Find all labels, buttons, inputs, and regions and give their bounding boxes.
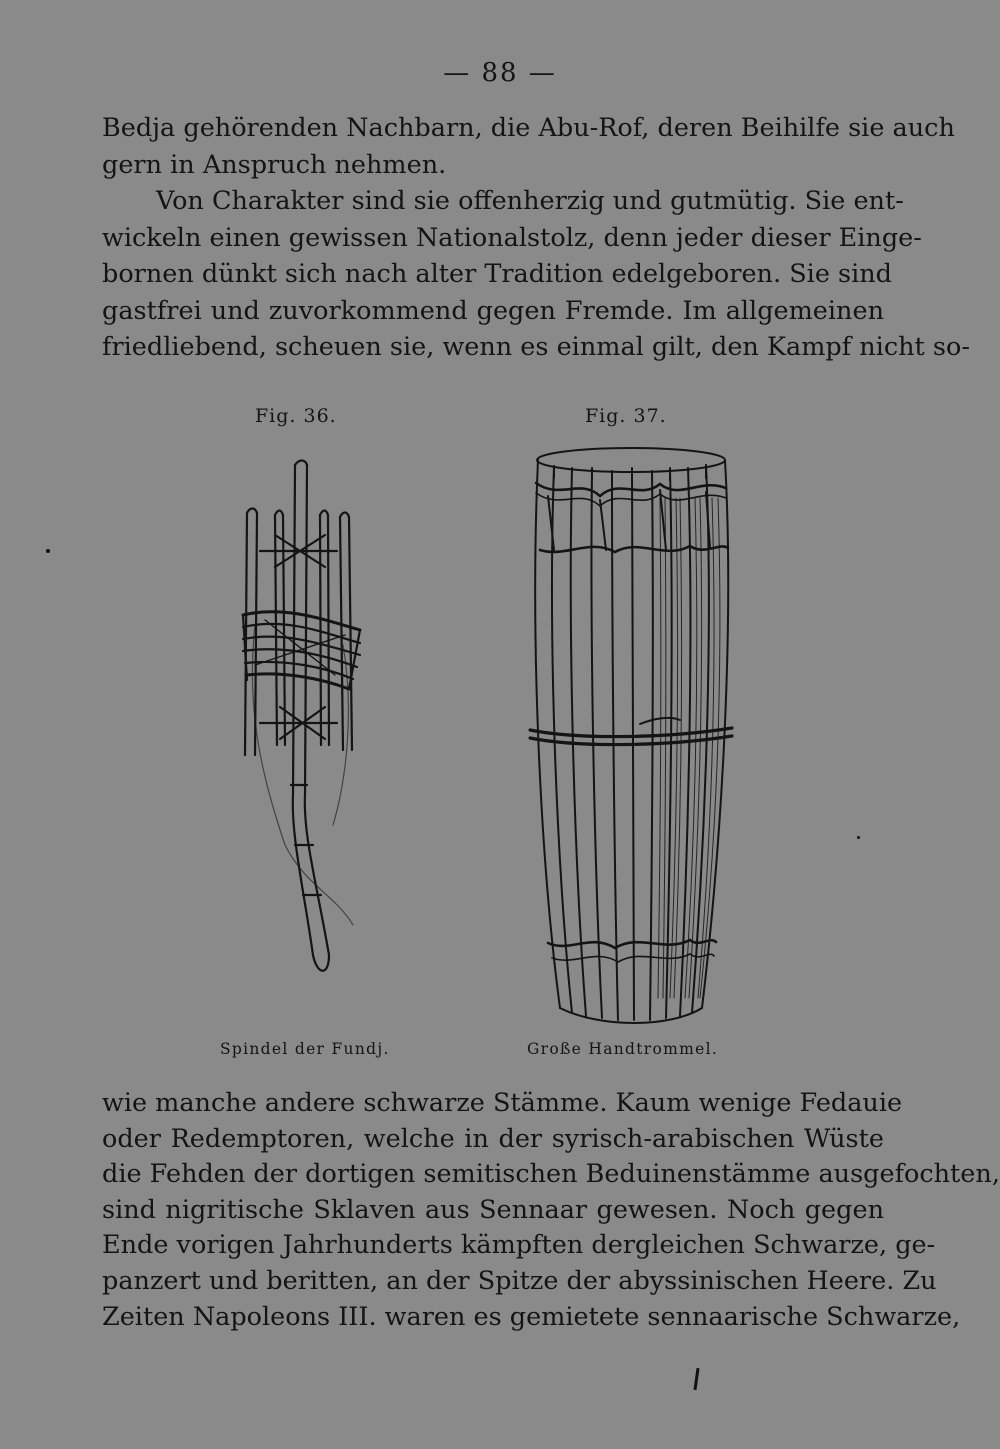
drum-illustration [520, 438, 740, 1033]
text-line: friedliebend, scheuen sie, wenn es einmal gilt, den Kampf nicht so- [102, 332, 970, 362]
text-line: sind nigritische Sklaven aus Sennaar gewesen. Noch gegen [102, 1194, 884, 1225]
text-line: panzert und beritten, an der Spitze der abyssinischen Heere. Zu [102, 1265, 937, 1296]
page-number: — 88 — [443, 58, 557, 88]
figure-36-caption: Spindel der Fundj. [220, 1040, 390, 1058]
print-mark [693, 1368, 699, 1390]
figure-37-caption: Große Handtrommel. [527, 1040, 719, 1058]
text-line: gern in Anspruch nehmen. [102, 149, 447, 180]
print-speck [46, 549, 50, 553]
text-line: bornen dünkt sich nach alter Tradition edelgeboren. Sie sind [102, 259, 893, 289]
paragraph-top [102, 110, 970, 366]
text-line: Von Charakter sind sie offenherzig und gutmütig. Sie ent- [156, 186, 904, 216]
text-line: die Fehden der dortigen semitischen Beduinenstämme ausgefochten, [102, 1159, 1000, 1190]
spindle-illustration [225, 455, 385, 995]
print-speck [857, 836, 860, 839]
figure-36-label: Fig. 36. [255, 405, 337, 427]
text-line: Ende vorigen Jahrhunderts kämpften dergleichen Schwarze, ge- [102, 1230, 936, 1261]
text-line: Zeiten Napoleons III. waren es gemietete sennaarische Schwarze, [102, 1301, 961, 1332]
text-line: oder Redemptoren, welche in der syrisch-arabischen Wüste [102, 1123, 884, 1154]
paragraph-bottom [102, 1086, 1000, 1335]
text-line: Bedja gehörenden Nachbarn, die Abu-Rof, deren Beihilfe sie auch [102, 113, 955, 143]
figure-37-label: Fig. 37. [585, 405, 667, 427]
text-line: wickeln einen gewissen Nationalstolz, denn jeder dieser Einge- [102, 222, 922, 253]
text-line: wie manche andere schwarze Stämme. Kaum wenige Fedauie [102, 1088, 903, 1118]
text-line: gastfrei und zuvorkommend gegen Fremde. Im allgemeinen [102, 295, 884, 326]
